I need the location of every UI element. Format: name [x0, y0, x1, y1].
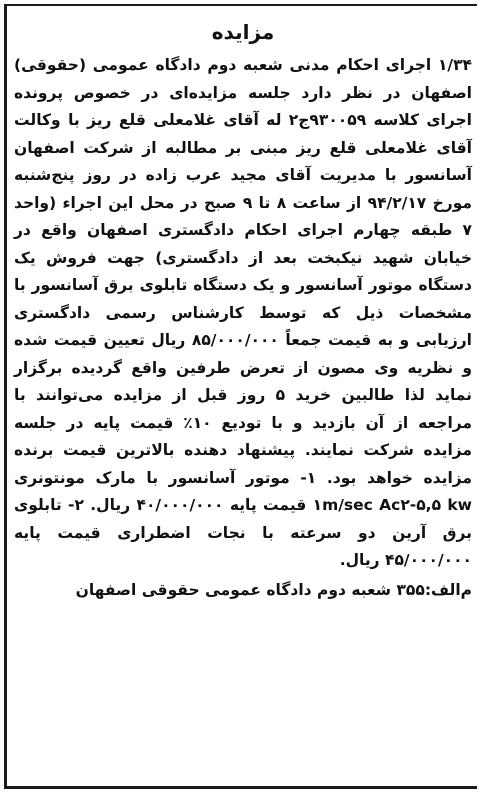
- notice-footer: م‌الف:۳۵۵ شعبه دوم دادگاه عمومی حقوقی اصفهان: [75, 580, 472, 599]
- notice-body: ۱/۳۴ اجرای احکام مدنی شعبه دوم دادگاه عمومی (حقوقی) اصفهان در نظر دارد جلسه مزایده‌ای در خصوص پرونده اجرای کلاسه ۹۳۰۰۵۹ج۲ له آقای غلامعلی قلع ریز با وکالت آقای غلامعلی قلع ریز مبنی بر مطالبه از شرکت اصفهان آسانسور با مدیریت آقای مجید عرب زاده در روز پنج‌شنبه مورخ ۹۴/۲/۱۷ از ساعت ۸ تا ۹ صبح در محل این اجراء (واحد ۷ طبقه چهارم اجرای احکام دادگستری اصفهان واقع در خیابان شهید نیکبخت بعد از دادگستری) جهت فروش یک دستگاه موتور آسانسور و یک دستگاه تابلوی برق آسانسور با مشخصات ذیل که توسط کارشناس رسمی دادگستری ارزیابی و به قیمت جمعاً ۸۵/۰۰۰/۰۰۰ ریال تعیین قیمت شده و نظریه وی مصون از تعرض طرفین واقع گردیده برگزار نماید لذا طالبین خرید ۵ روز قبل از مزایده می‌توانند با مراجعه از آن بازدید و با تودیع ۱۰٪ قیمت پایه در جلسه مزایده شرکت نمایند. پیشنهاد دهنده بالاترین قیمت برنده مزایده خواهد بود. ۱- موتور آسانسور با مارک مونتونری ۱m/sec Ac۲-۵,۵ kw قیمت پایه ۴۰/۰۰۰/۰۰۰ ریال. ۲- تابلوی برق آرین دو سرعته با نجات اضطراری قیمت پایه ۴۵/۰۰۰/۰۰۰ ریال.: [14, 56, 473, 569]
- notice-headline: مزایده: [211, 20, 275, 44]
- notice-content: [14, 12, 472, 604]
